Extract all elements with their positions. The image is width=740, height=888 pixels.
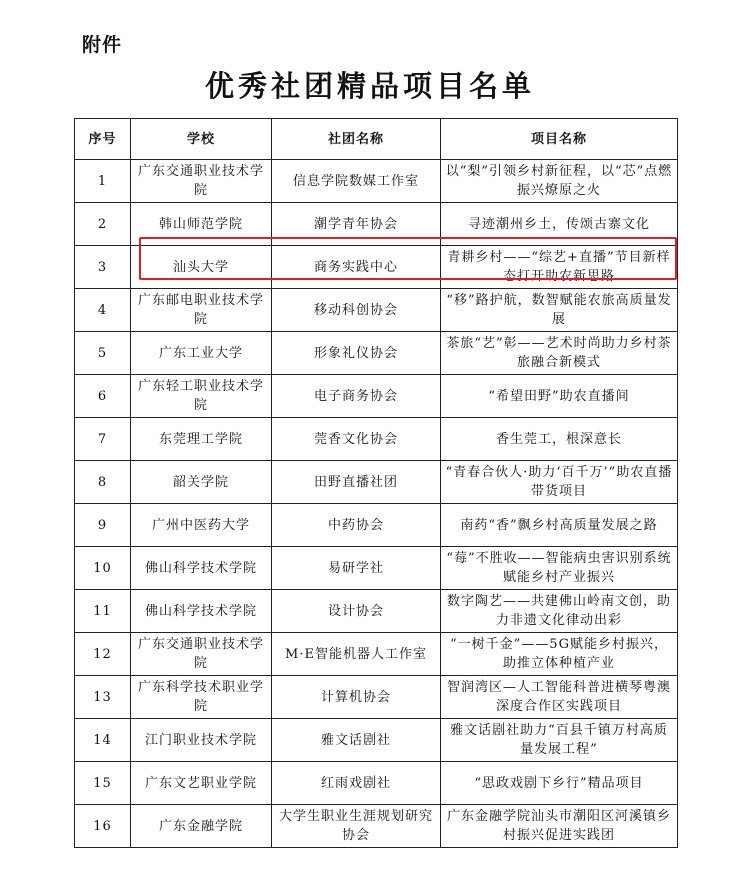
- cell-number: 6: [75, 375, 131, 418]
- table-row: [75, 719, 678, 762]
- table-row: [75, 676, 678, 719]
- header-project: 项目名称: [441, 119, 678, 160]
- cell-school: 广东邮电职业技术学院: [131, 289, 272, 332]
- cell-project: 茶旅“艺”彰——艺术时尚助力乡村茶旅融合新模式: [441, 332, 678, 375]
- cell-number: 1: [75, 160, 131, 203]
- cell-number: 7: [75, 418, 131, 461]
- cell-club: 移动科创协会: [272, 289, 441, 332]
- cell-school: 广东交通职业技术学院: [131, 160, 272, 203]
- cell-project: 寻迹潮州乡土，传颂古寨文化: [441, 203, 678, 246]
- table-row: [75, 203, 678, 246]
- cell-project: “思政戏剧下乡行”精品项目: [441, 762, 678, 805]
- cell-club: M·E智能机器人工作室: [272, 633, 441, 676]
- table-row: [75, 762, 678, 805]
- table-header-row: [75, 119, 678, 160]
- cell-number: 13: [75, 676, 131, 719]
- table-row: [75, 246, 678, 289]
- table-row: [75, 160, 678, 203]
- cell-club: 中药协会: [272, 504, 441, 547]
- cell-number: 8: [75, 461, 131, 504]
- table-row: [75, 332, 678, 375]
- cell-project: 青耕乡村——“综艺+直播”节目新样态打开助农新思路: [441, 246, 678, 289]
- cell-number: 9: [75, 504, 131, 547]
- cell-project: 智润湾区—人工智能科普进横琴粤澳深度合作区实践项目: [441, 676, 678, 719]
- cell-number: 10: [75, 547, 131, 590]
- cell-number: 2: [75, 203, 131, 246]
- header-club: 社团名称: [272, 119, 441, 160]
- cell-school: 汕头大学: [131, 246, 272, 289]
- cell-project: 香生莞工，根深意长: [441, 418, 678, 461]
- cell-school: 广东工业大学: [131, 332, 272, 375]
- cell-club: 莞香文化协会: [272, 418, 441, 461]
- cell-club: 易研学社: [272, 547, 441, 590]
- header-school: 学校: [131, 119, 272, 160]
- cell-school: 广东金融学院: [131, 805, 272, 848]
- table-row: [75, 805, 678, 848]
- project-table: [74, 118, 678, 848]
- table-row: [75, 375, 678, 418]
- cell-project: “莓”不胜收——智能病虫害识别系统赋能乡村产业振兴: [441, 547, 678, 590]
- cell-club: 形象礼仪协会: [272, 332, 441, 375]
- cell-number: 16: [75, 805, 131, 848]
- cell-school: 江门职业技术学院: [131, 719, 272, 762]
- attachment-label: 附件: [82, 34, 123, 56]
- cell-school: 东莞理工学院: [131, 418, 272, 461]
- cell-club: 大学生职业生涯规划研究协会: [272, 805, 441, 848]
- header-number: 序号: [75, 119, 131, 160]
- cell-club: 设计协会: [272, 590, 441, 633]
- table-row: [75, 461, 678, 504]
- cell-project: “一树千金”——5G赋能乡村振兴，助推立体种植产业: [441, 633, 678, 676]
- cell-project: 数字陶艺——共建佛山岭南文创，助力非遗文化律动出彩: [441, 590, 678, 633]
- table-row: [75, 418, 678, 461]
- cell-club: 雅文话剧社: [272, 719, 441, 762]
- cell-club: 潮学青年协会: [272, 203, 441, 246]
- cell-school: 广东文艺职业学院: [131, 762, 272, 805]
- cell-school: 佛山科学技术学院: [131, 547, 272, 590]
- cell-school: 广东交通职业技术学院: [131, 633, 272, 676]
- cell-number: 14: [75, 719, 131, 762]
- cell-project: “希望田野”助农直播间: [441, 375, 678, 418]
- page-title: 优秀社团精品项目名单: [204, 69, 535, 103]
- cell-project: “移”路护航，数智赋能农旅高质量发展: [441, 289, 678, 332]
- cell-project: 广东金融学院汕头市潮阳区河溪镇乡村振兴促进实践团: [441, 805, 678, 848]
- table-row: [75, 633, 678, 676]
- cell-club: 红雨戏剧社: [272, 762, 441, 805]
- cell-project: “青春合伙人·助力‘百千万’”助农直播带货项目: [441, 461, 678, 504]
- cell-school: 广州中医药大学: [131, 504, 272, 547]
- cell-club: 商务实践中心: [272, 246, 441, 289]
- cell-number: 3: [75, 246, 131, 289]
- cell-number: 4: [75, 289, 131, 332]
- cell-school: 佛山科学技术学院: [131, 590, 272, 633]
- cell-number: 5: [75, 332, 131, 375]
- cell-project: 南药“香”飘乡村高质量发展之路: [441, 504, 678, 547]
- table-row: [75, 590, 678, 633]
- table-row: [75, 547, 678, 590]
- cell-club: 电子商务协会: [272, 375, 441, 418]
- cell-school: 韩山师范学院: [131, 203, 272, 246]
- cell-project: 以“梨”引领乡村新征程，以“芯”点燃振兴燎原之火: [441, 160, 678, 203]
- cell-number: 11: [75, 590, 131, 633]
- cell-club: 信息学院数媒工作室: [272, 160, 441, 203]
- table-row: [75, 504, 678, 547]
- cell-school: 韶关学院: [131, 461, 272, 504]
- cell-club: 田野直播社团: [272, 461, 441, 504]
- cell-project: 雅文话剧社助力“百县千镇万村高质量发展工程”: [441, 719, 678, 762]
- cell-club: 计算机协会: [272, 676, 441, 719]
- cell-school: 广东轻工职业技术学院: [131, 375, 272, 418]
- table-row: [75, 289, 678, 332]
- cell-number: 12: [75, 633, 131, 676]
- cell-number: 15: [75, 762, 131, 805]
- cell-school: 广东科学技术职业学院: [131, 676, 272, 719]
